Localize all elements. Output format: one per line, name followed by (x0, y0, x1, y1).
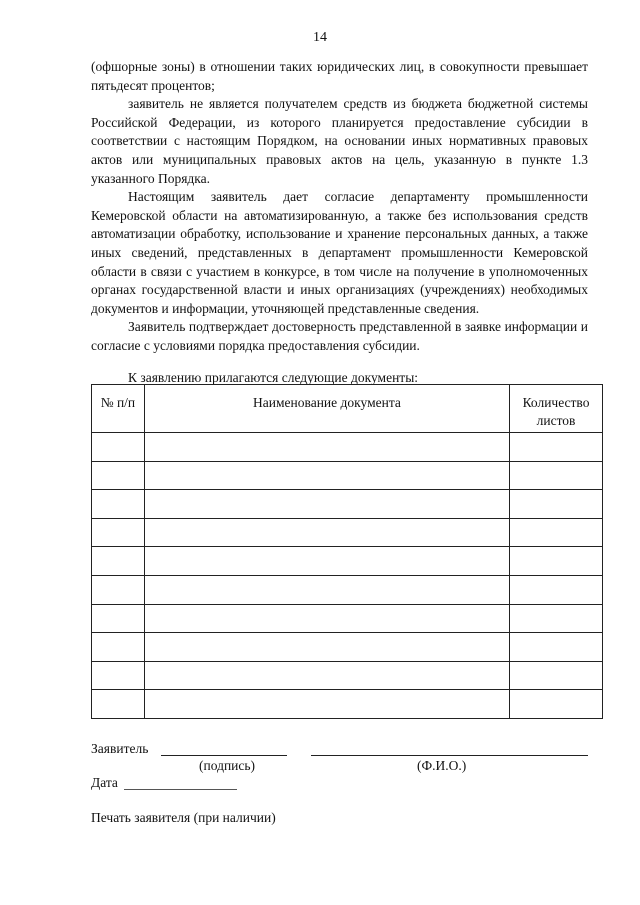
signature-caption: (подпись) (199, 758, 256, 773)
cell-document-name (144, 547, 509, 576)
table-row (92, 633, 603, 662)
cell-number (92, 633, 145, 662)
cell-number (92, 547, 145, 576)
cell-sheet-count (510, 518, 603, 547)
page-number: 14 (313, 30, 327, 45)
cell-sheet-count (510, 661, 603, 690)
name-line (311, 755, 588, 756)
cell-number (92, 518, 145, 547)
stamp-label: Печать заявителя (при наличии) (91, 810, 276, 825)
cell-sheet-count (510, 575, 603, 604)
table-row (92, 461, 603, 490)
paragraph: заявитель не является получателем средств из бюджета бюджетной системы Российской Федерации, из которого планируется предоставление субсидии в соответствии с настоящим Порядком, на основании иных нормативных правовых актов или муниципальных правовых актов на цель, указанную в пункте 1.3 указанного Порядка. (91, 96, 588, 186)
cell-number (92, 661, 145, 690)
table-row (92, 575, 603, 604)
cell-number (92, 690, 145, 719)
cell-sheet-count (510, 690, 603, 719)
table-header-row (92, 385, 603, 433)
cell-number (92, 575, 145, 604)
date-label: Дата (91, 775, 118, 790)
name-caption: (Ф.И.О.) (417, 758, 467, 773)
table-row (92, 433, 603, 462)
header-document-name: Наименование документа (144, 385, 509, 433)
applicant-label: Заявитель (91, 741, 149, 756)
cell-number (92, 433, 145, 462)
cell-document-name (144, 661, 509, 690)
date-line (124, 789, 237, 790)
signature-line (161, 755, 287, 756)
table-row (92, 661, 603, 690)
paragraph: Заявитель подтверждает достоверность представленной в заявке информации и согласие с условиями порядка предоставления субсидии. (91, 319, 588, 353)
table-row (92, 547, 603, 576)
paragraph: (офшорные зоны) в отношении таких юридических лиц, в совокупности превышает пятьдесят процентов; (91, 59, 588, 93)
cell-sheet-count (510, 633, 603, 662)
header-sheet-count: Количество листов (510, 385, 603, 433)
cell-document-name (144, 604, 509, 633)
cell-sheet-count (510, 461, 603, 490)
header-number: № п/п (92, 385, 145, 433)
cell-document-name (144, 690, 509, 719)
cell-sheet-count (510, 433, 603, 462)
cell-document-name (144, 518, 509, 547)
attachments-title: К заявлению прилагаются следующие документы: (128, 370, 419, 385)
table-row (92, 690, 603, 719)
table-body (92, 433, 603, 719)
cell-sheet-count (510, 547, 603, 576)
cell-document-name (144, 575, 509, 604)
table-row (92, 518, 603, 547)
documents-table (91, 384, 603, 719)
cell-number (92, 490, 145, 519)
cell-sheet-count (510, 490, 603, 519)
body-text (91, 58, 588, 356)
cell-document-name (144, 633, 509, 662)
cell-document-name (144, 490, 509, 519)
cell-number (92, 604, 145, 633)
table-row (92, 490, 603, 519)
cell-document-name (144, 461, 509, 490)
table-row (92, 604, 603, 633)
cell-number (92, 461, 145, 490)
cell-sheet-count (510, 604, 603, 633)
paragraph: Настоящим заявитель дает согласие департаменту промышленности Кемеровской области на автоматизированную, а также без использования средств автоматизации обработку, использование и хранение персональных данных, а также иных сведений, представленных в департамент промышленности Кемеровской области в связи с участием в конкурсе, в том числе на получение в уполномоченных органах государственной власти и иных организациях (учреждениях) необходимых документов и информации, уточняющей представленные сведения. (91, 189, 588, 316)
cell-document-name (144, 433, 509, 462)
